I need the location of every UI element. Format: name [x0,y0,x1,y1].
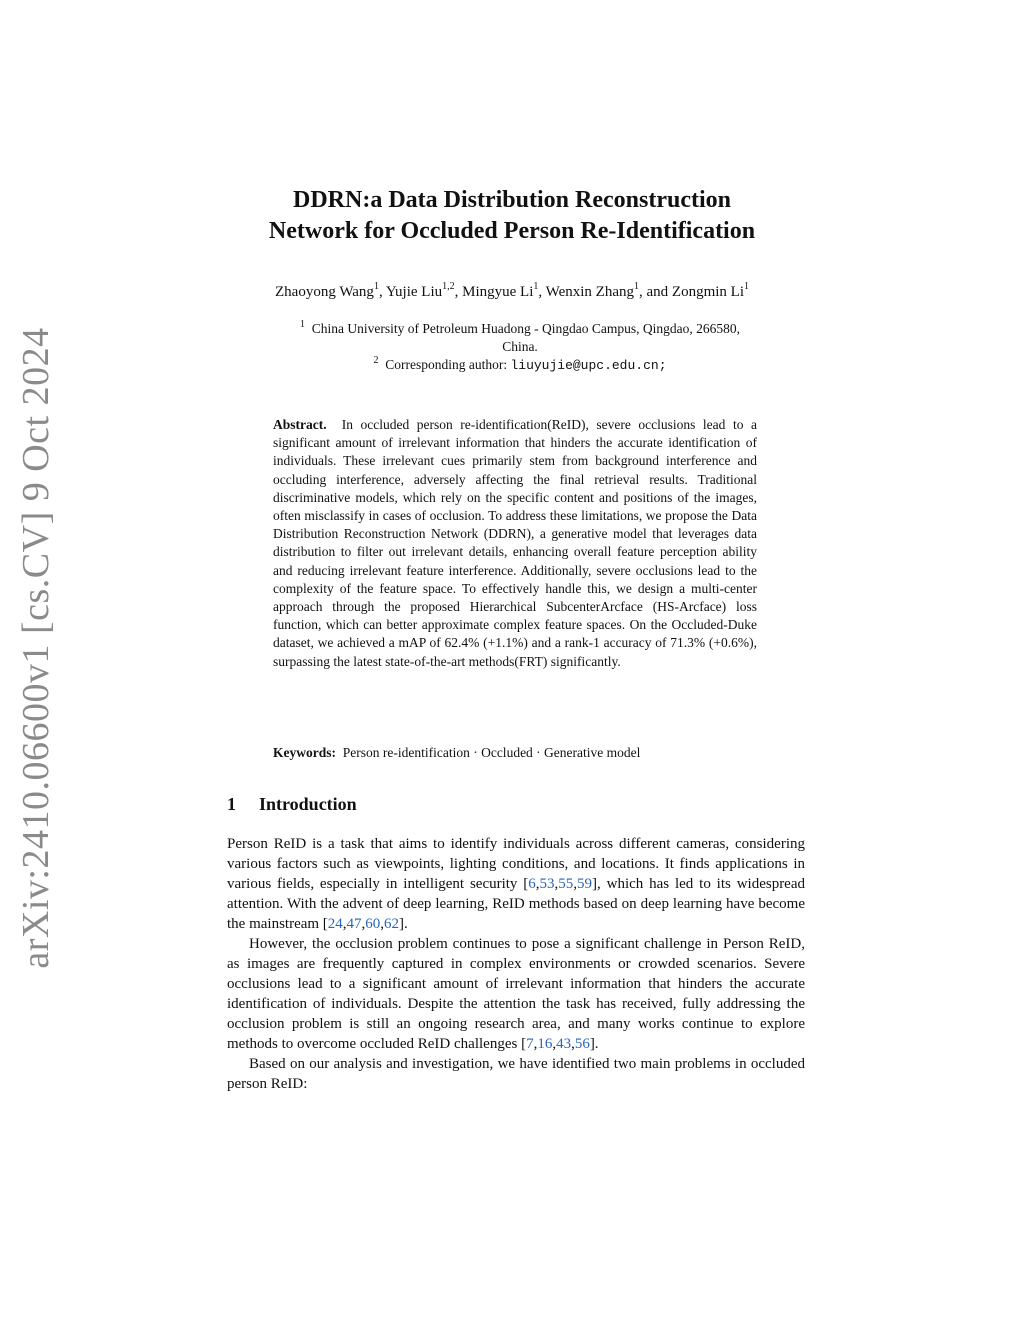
citation-link[interactable]: 47 [346,916,362,932]
keywords-label: Keywords: [273,745,336,760]
author: Yujie Liu [385,284,443,300]
introduction-body [227,834,805,1094]
arxiv-sidebar-stamp [8,327,64,969]
title-line-1: DDRN:a Data Distribution Reconstruction [293,187,731,213]
author-separator: , [378,284,386,300]
abstract-label: Abstract. [273,417,327,432]
paragraph-3: Based on our analysis and investigation, we have identified two main problems in occluded person ReID: [227,1056,805,1092]
author: Zhaoyong Wang [275,284,374,300]
citation-link[interactable]: 55 [558,876,574,892]
author-affiliation-mark: 1 [373,281,379,292]
affiliation-1-mark: 1 [300,318,306,330]
citation-link[interactable]: 62 [384,916,400,932]
affiliation-1-line-1: China University of Petroleum Huadong - Qingdao Campus, Qingdao, 266580, [311,321,740,336]
abstract-text: In occluded person re-identification(ReID), severe occlusions lead to a significant amount of irrelevant information that hinders the accurate identification of individuals. These irrelevant cues primarily stem from background interference and occluding interference, adversely affecting the final retrieval results. Traditional discriminative models, which rely on the specific content and positions of the images, often misclassify in cases of occlusion. To address these limitations, we propose the Data Distribution Reconstruction Network (DDRN), a generative model that leverages data distribution to filter out irrelevant details, enhancing overall feature perception ability and reducing irrelevant feature interference. Additionally, severe occlusions lead to the complexity of the feature space. To effectively handle this, we design a multi-center approach through the proposed Hierarchical SubcenterArcface (HS-Arcface) loss function, which can better approximate complex feature spaces. On the Occluded-Duke dataset, we achieved a mAP of 62.4% (+1.1%) and a rank-1 accuracy of 71.3% (+0.6%), surpassing the latest state-of-the-art methods(FRT) significantly. [273,417,757,669]
keywords [273,745,793,761]
arxiv-identifier: arXiv:2410.06600v1 [cs.CV] 9 Oct 2024 [15,327,57,969]
citation-link[interactable]: 59 [577,876,593,892]
author-list [0,281,1024,301]
affiliation-2 [230,356,810,375]
affiliations [230,320,810,375]
title-line-2: Network for Occluded Person Re-Identification [268,218,756,244]
keywords-text: Person re-identification · Occluded · Generative model [342,745,641,760]
citation-link[interactable]: 43 [556,1036,572,1052]
affiliation-1 [230,320,810,338]
author-separator: , [538,284,546,300]
paragraph-2: However, the occlusion problem continues to pose a significant challenge in Person ReID, as images are frequently captured in complex environments or crowded scenarios. Severe occlusions lead to a significant amount of irrelevant information that hinders the accurate identification of individuals. Despite the attention the task has received, fully addressing the occlusion problem is still an ongoing research area, and many works continue to explore methods to overcome occluded ReID challenges [7,16,43,56]. [227,936,805,1052]
citation-link[interactable]: 7 [526,1036,534,1052]
author-affiliation-mark: 1,2 [442,281,455,292]
citation-link[interactable]: 6 [528,876,536,892]
paragraph-text: ]. [589,1036,599,1052]
section-heading [227,794,357,815]
affiliation-2-mark: 2 [373,354,379,366]
citation-link[interactable]: 56 [574,1036,590,1052]
section-title: Introduction [259,794,357,814]
author-affiliation-mark: 1 [743,281,749,292]
author-separator: , [454,284,463,300]
paragraph-1: Person ReID is a task that aims to identify individuals across different cameras, considering various factors such as viewpoints, lighting conditions, and locations. It finds applications in various fields, especially in intelligent security [6,53,55,59], which has led to its widespread attention. With the advent of deep learning, ReID methods based on deep learning have become the mainstream [24,47,60,62]. [227,836,806,932]
corresponding-author-label: Corresponding author: [385,357,511,372]
paragraph-text: Person ReID is a task that aims to identify individuals across different cameras, considering various factors such as viewpoints, lighting conditions, and locations. It finds applications in various fields, especially in intelligent security [ [227,836,805,892]
citation-link[interactable]: 60 [365,916,381,932]
section-number: 1 [227,794,236,814]
citation-link[interactable]: 16 [537,1036,553,1052]
paper-title [0,185,1024,247]
citation-link[interactable]: 53 [539,876,555,892]
author: Mingyue Li [462,284,534,300]
author: Wenxin Zhang [545,284,634,300]
author: Zongmin Li [671,284,744,300]
paragraph-text: However, the occlusion problem continues to pose a significant challenge in Person ReID, as images are frequently captured in complex environments or crowded scenarios. Severe occlusions lead to a significant amount of irrelevant information that hinders the accurate identification of individuals. Despite the attention the task has received, fully addressing the occlusion problem is still an ongoing research area, and many works continue to explore methods to overcome occluded ReID challenges [ [227,936,805,1052]
author-affiliation-mark: 1 [533,281,539,292]
abstract [273,416,757,671]
corresponding-email: liuyujie@upc.edu.cn; [510,358,667,373]
author-separator: , and [638,284,672,300]
paragraph-text: ]. [399,916,408,932]
affiliation-1-line-2: China. [502,339,538,354]
citation-link[interactable]: 24 [327,916,343,932]
paragraph-text: ], which has led to its widespread attention. With the advent of deep learning, ReID methods based on deep learning have become the mainstream [ [227,876,806,932]
author-affiliation-mark: 1 [633,281,639,292]
